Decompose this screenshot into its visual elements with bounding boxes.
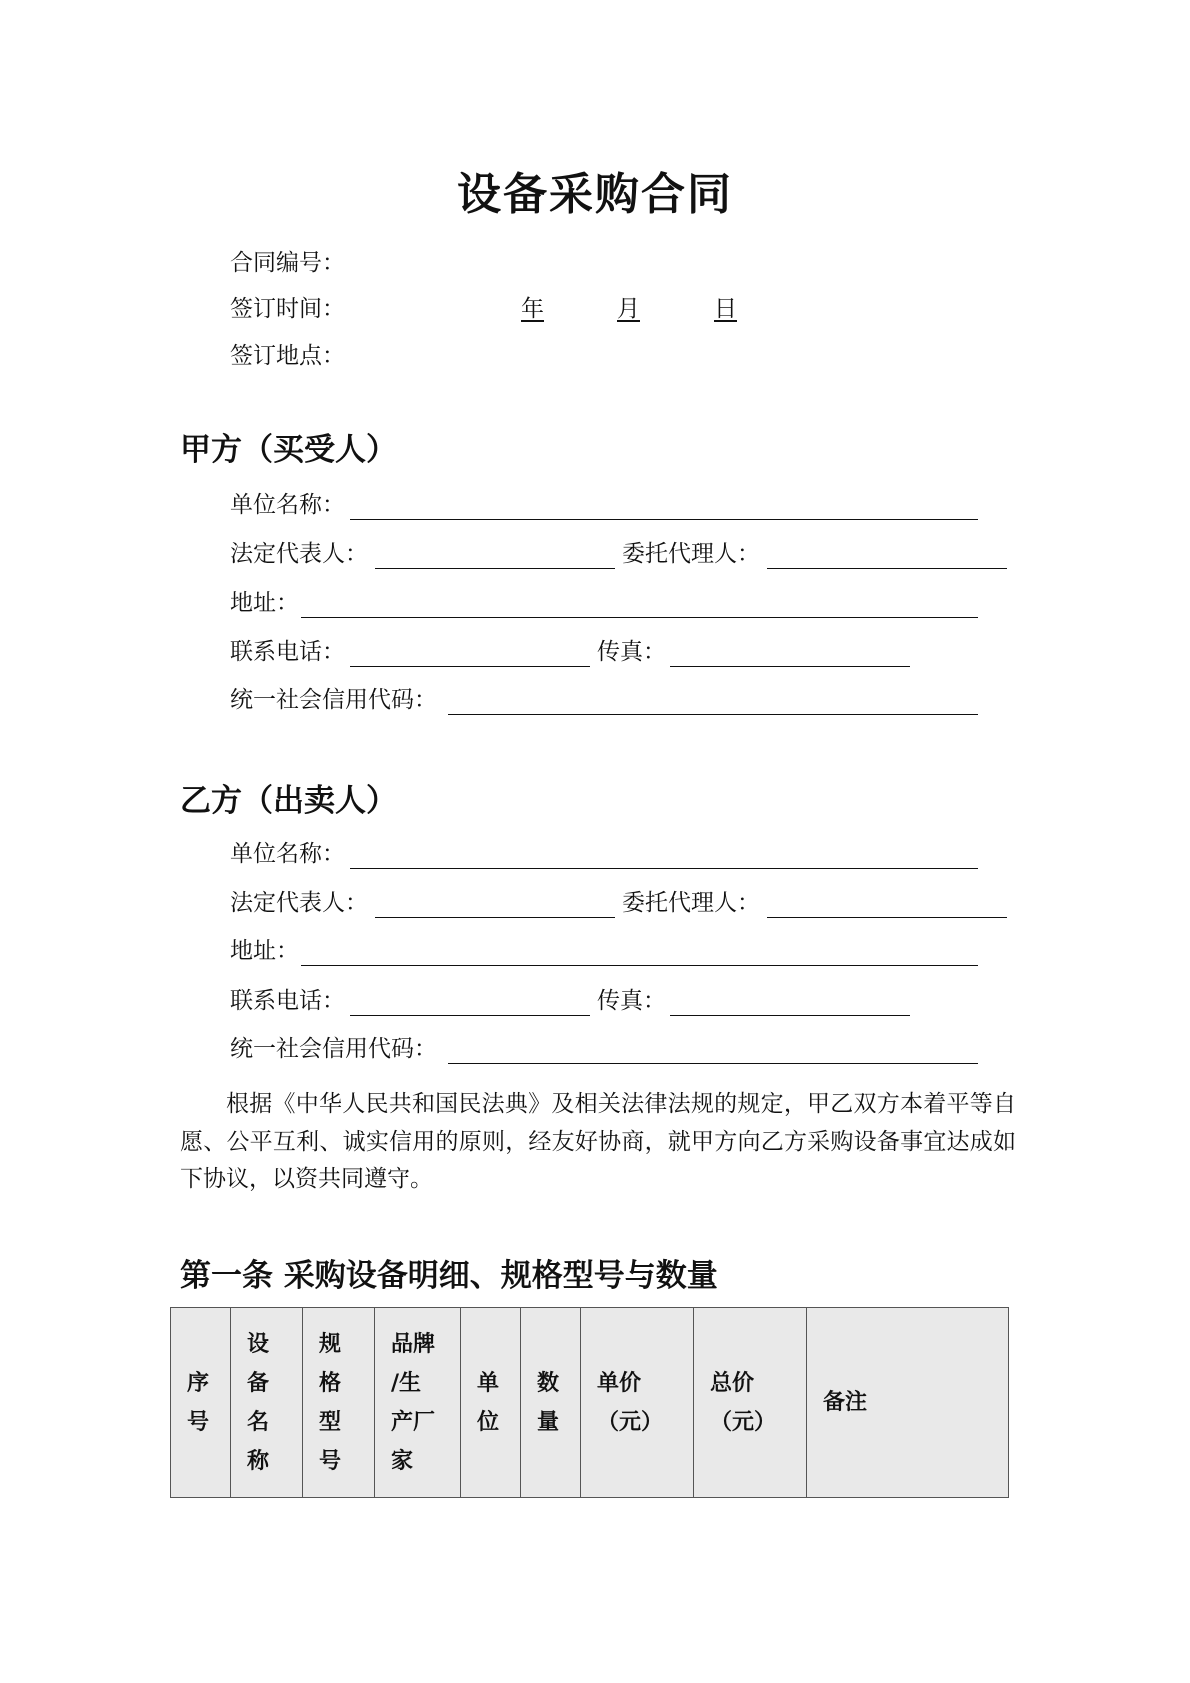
- credit-code-line[interactable]: [448, 1063, 978, 1064]
- legal-rep-label: 法定代表人：: [230, 890, 368, 916]
- unit-name-line[interactable]: [350, 519, 978, 520]
- legal-rep-line[interactable]: [375, 917, 615, 918]
- header-spec-model: 规 格 型 号: [303, 1308, 375, 1498]
- party-a-unit-name-field[interactable]: [230, 489, 980, 523]
- fax-line[interactable]: [670, 1015, 910, 1016]
- phone-line[interactable]: [350, 666, 590, 667]
- header-total-price: 总价 （元）: [694, 1308, 807, 1498]
- legal-rep-label: 法定代表人：: [230, 541, 368, 567]
- party-b-credit-code-field[interactable]: [230, 1033, 980, 1067]
- table-header-row: [171, 1308, 1009, 1498]
- header-unit-price: 单价 （元）: [581, 1308, 694, 1498]
- fax-label: 传真：: [597, 988, 666, 1014]
- phone-label: 联系电话：: [230, 639, 345, 665]
- header-remarks: 备注: [807, 1308, 1009, 1498]
- credit-code-label: 统一社会信用代码：: [230, 1036, 437, 1062]
- phone-line[interactable]: [350, 1015, 590, 1016]
- document-title: 设备采购合同: [457, 169, 733, 220]
- party-b-heading: 乙方（出卖人）: [180, 783, 397, 819]
- unit-name-label: 单位名称：: [230, 492, 345, 518]
- agent-label: 委托代理人：: [622, 541, 760, 567]
- header-equipment-name: 设 备 名 称: [231, 1308, 303, 1498]
- credit-code-line[interactable]: [448, 714, 978, 715]
- address-label: 地址：: [230, 590, 299, 616]
- fax-label: 传真：: [597, 639, 666, 665]
- equipment-table: [170, 1307, 1009, 1498]
- credit-code-label: 统一社会信用代码：: [230, 687, 437, 713]
- agent-line[interactable]: [767, 917, 1007, 918]
- intro-paragraph: 根据《中华人民共和国民法典》及相关法律法规的规定，甲乙双方本着平等自愿、公平互利、诚实信用的原则，经友好协商，就甲方向乙方采购设备事宜达成如下协议，以资共同遵守。: [180, 1091, 1016, 1192]
- sign-time-label: 签订时间：: [230, 296, 345, 322]
- party-b-legal-rep-field[interactable]: [230, 887, 1010, 921]
- address-line[interactable]: [301, 965, 978, 966]
- article-1-heading: 第一条 采购设备明细、规格型号与数量: [180, 1258, 718, 1294]
- header-brand-manufacturer: 品牌 /生 产厂 家: [375, 1308, 461, 1498]
- contract-no-label: 合同编号：: [230, 250, 345, 276]
- party-a-legal-rep-field[interactable]: [230, 538, 1010, 572]
- party-a-heading: 甲方（买受人）: [180, 432, 397, 468]
- header-quantity: 数 量: [521, 1308, 581, 1498]
- unit-name-label: 单位名称：: [230, 841, 345, 867]
- header-unit: 单 位: [461, 1308, 521, 1498]
- address-line[interactable]: [301, 617, 978, 618]
- party-a-address-field[interactable]: [230, 587, 980, 621]
- address-label: 地址：: [230, 938, 299, 964]
- agent-label: 委托代理人：: [622, 890, 760, 916]
- fax-line[interactable]: [670, 666, 910, 667]
- year-label: 年: [521, 296, 544, 322]
- month-label: 月: [617, 296, 640, 322]
- legal-rep-line[interactable]: [375, 568, 615, 569]
- agent-line[interactable]: [767, 568, 1007, 569]
- day-label: 日: [714, 296, 737, 322]
- party-a-phone-field[interactable]: [230, 636, 980, 670]
- party-a-credit-code-field[interactable]: [230, 684, 980, 718]
- phone-label: 联系电话：: [230, 988, 345, 1014]
- sign-place-label: 签订地点：: [230, 343, 345, 369]
- party-b-phone-field[interactable]: [230, 985, 980, 1019]
- unit-name-line[interactable]: [350, 868, 978, 869]
- party-b-address-field[interactable]: [230, 935, 980, 969]
- party-b-unit-name-field[interactable]: [230, 838, 980, 872]
- header-seq: 序 号: [171, 1308, 231, 1498]
